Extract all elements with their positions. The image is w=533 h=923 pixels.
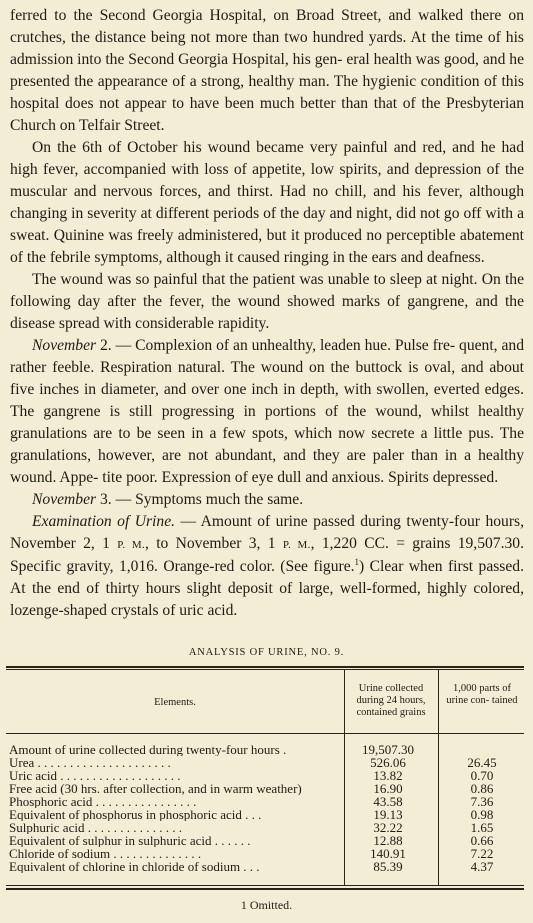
footnote [0, 898, 533, 913]
table-top-rule [6, 666, 524, 668]
row-grains: 19.13 [373, 807, 403, 822]
table-top-rule-inner [6, 669, 524, 670]
row-label: Chloride of sodium . . . . . . . . . . . . . . [9, 847, 202, 860]
row-label: Sulphuric acid . . . . . . . . . . . . . . . [9, 821, 182, 834]
paragraph [10, 137, 524, 269]
row-grains: 85.39 [373, 859, 403, 874]
row-per-thousand: 4.37 [470, 859, 494, 874]
row-per-thousand: 26.45 [467, 755, 497, 770]
paragraph-text: 3. — Symptoms much the same. [96, 491, 304, 508]
footnote-marker: 1 [240, 898, 247, 912]
body-text [10, 5, 524, 622]
row-label: Uric acid . . . . . . . . . . . . . . . . . . . [9, 769, 181, 782]
row-per-thousand: 0.66 [470, 833, 494, 848]
row-per-thousand: 0.70 [470, 768, 494, 783]
footnote-text: Omitted. [246, 898, 293, 912]
paragraph [10, 489, 524, 511]
table-row [0, 847, 533, 860]
table-row [0, 769, 533, 782]
table-bottom-rule-outer [6, 888, 524, 890]
row-per-thousand: 7.36 [470, 794, 494, 809]
table-header-rule [6, 733, 524, 734]
row-per-thousand: 7.22 [470, 846, 494, 861]
paragraph-text: November [32, 491, 97, 508]
paragraph [10, 5, 524, 137]
table-header-per-thousand: 1,000 parts of urine con- tained [446, 683, 518, 706]
row-label: Free acid (30 hrs. after collection, and in warm weather) [9, 782, 302, 795]
paragraph [10, 511, 524, 622]
row-label: Urea . . . . . . . . . . . . . . . . . . . . . [9, 756, 171, 769]
paragraph-text: — Amount of urine passed during twenty-four hours, November 2, 1 [10, 513, 524, 552]
row-grains: 19,507.30 [362, 742, 414, 757]
row-grains: 13.82 [373, 768, 403, 783]
footnote-reference: 1 [354, 556, 360, 567]
row-label: Phosphoric acid . . . . . . . . . . . . . . . . [9, 795, 197, 808]
row-label: Amount of urine collected during twenty-four hours . [9, 743, 287, 756]
row-grains: 43.58 [373, 794, 403, 809]
row-grains: 526.06 [370, 755, 406, 770]
table-header-elements: Elements. [154, 697, 196, 708]
paragraph-text: ferred to the Second Georgia Hospital, on Broad Street, and walked there on crutches, the distance being not more than two hundred yards. At the time of his admission into the Second Georgia Hospital, his gen- eral health was good, and he presented the appearance of a strong, healthy man. The hygienic condition of this hospital does not appear to have been much better than that of the Presbyterian Church on Telfair Street. [10, 7, 524, 134]
paragraph-text: Examination of Urine. [32, 513, 176, 530]
table-row [0, 821, 533, 834]
paragraph-text: 2. — Complexion of an unhealthy, leaden hue. Pulse fre- quent, and rather feeble. Respiration natural. The wound on the buttock is oval, and about five inches in diameter, and over one inch in depth, with swollen, everted edges. The gangrene is still progressing in portions of the wound, whilst healthy granulations are to be seen in a few spots, which now secrete a little pus. The granulations, however, are not abundant, and they are paler than in a healthy wound. Appe- tite poor. Expression of eye dull and anxious. Spirits depressed. [10, 337, 524, 486]
paragraph [10, 269, 524, 335]
paragraph-text: The wound was so painful that the patient was unable to sleep at night. On the following day after the fever, the wound showed marks of gangrene, and the disease spread with considerable rapidity. [10, 271, 524, 332]
paragraph-text: ) Clear when first passed. At the end of thirty hours slight deposit of large, well-formed, highly colored, lozenge-shaped crystals of uric acid. [10, 558, 524, 619]
row-grains: 12.88 [373, 833, 403, 848]
paragraph-text: , 1,220 CC. = grains 19,507.30. Specific gravity, 1,016. Orange-red color. (See figure. [10, 535, 524, 575]
table-row [0, 756, 533, 769]
paragraph-text: P. M. [282, 539, 311, 551]
table-title: ANALYSIS OF URINE, NO. 9. [188, 647, 345, 658]
table-row [0, 743, 533, 756]
table-row [0, 860, 533, 873]
row-grains: 16.90 [373, 781, 403, 796]
row-per-thousand: 0.86 [470, 781, 494, 796]
table-row [0, 834, 533, 847]
row-label: Equivalent of phosphorus in phosphoric acid . . . [9, 808, 262, 821]
table-header-grains: Urine collected during 24 hours, contained grains [356, 683, 426, 718]
table-row [0, 795, 533, 808]
table-row [0, 808, 533, 821]
row-label: Equivalent of chlorine in chloride of sodium . . . [9, 860, 260, 873]
row-grains: 32.22 [373, 820, 403, 835]
paragraph-text: P. M. [117, 539, 146, 551]
table-bottom-rule [6, 885, 524, 886]
row-per-thousand: 0.98 [470, 807, 494, 822]
paragraph-text: , to November 3, 1 [145, 535, 283, 552]
row-grains: 140.91 [370, 846, 406, 861]
table-row [0, 782, 533, 795]
paragraph-text: On the 6th of October his wound became very painful and red, and he had high fever, accompanied with loss of appetite, low spirits, and depression of the muscular and nervous forces, and thirst. Had no chill, and his fever, although changing in severity at different periods of the day and night, did not go off with a sweat. Quinine was freely administered, but it produced no perceptible abatement of the febrile symptoms, although it caused ringing in the ears and deafness. [10, 139, 524, 266]
row-per-thousand: 1.65 [470, 820, 494, 835]
paragraph-text: November [32, 337, 97, 354]
paragraph [10, 335, 524, 489]
row-label: Equivalent of sulphur in sulphuric acid . . . . . . [9, 834, 251, 847]
